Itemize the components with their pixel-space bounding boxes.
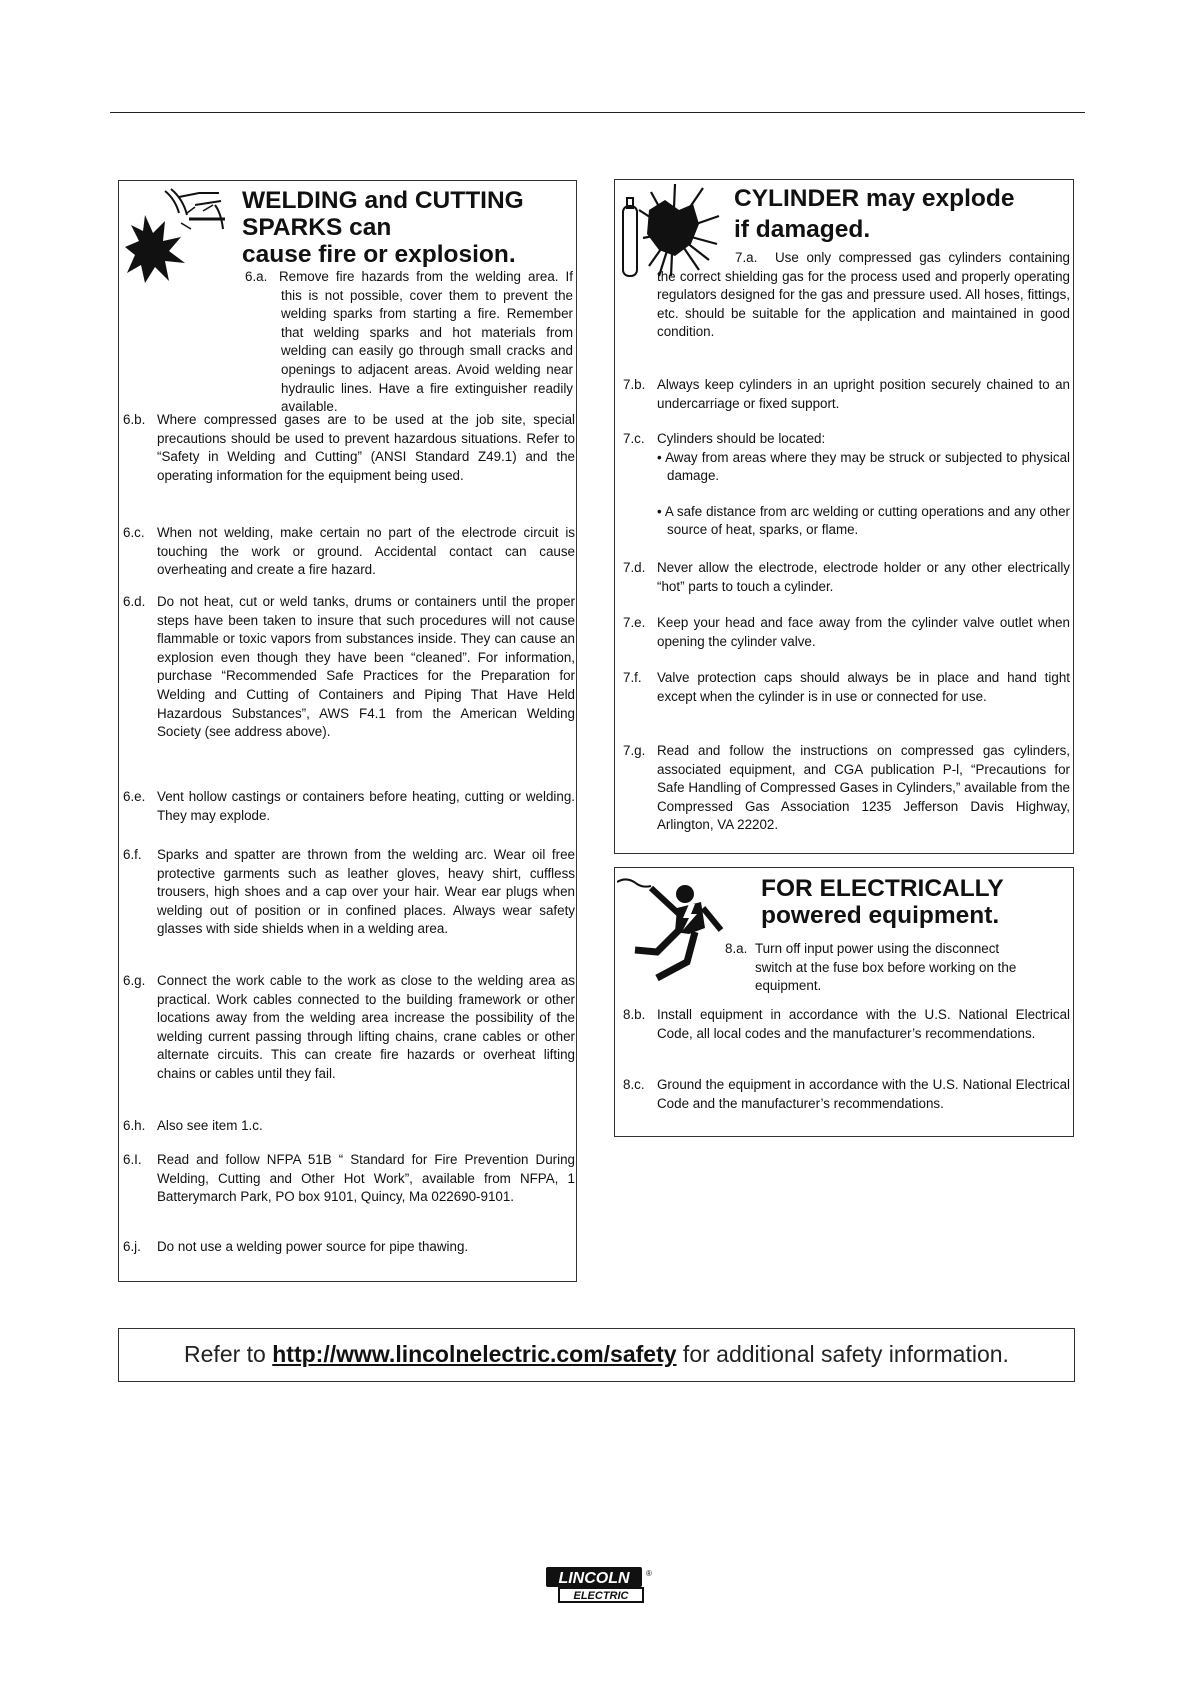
item-6g: 6.g. Connect the work cable to the work as close to the welding area as practical. Work cables connected to the building framework or other locations away from the welding area increase the possibility of the welding current passing through lifting chains, crane cables or other alternate circuits. This can create fire hazards or overheat lifting chains or cables until they fail. <box>123 973 575 1081</box>
item-6a: 6.a. Remove fire hazards from the welding area. If this is not possible, cover them to prevent the welding sparks from starting a fire. Remember that welding sparks and hot materials from welding can easily go through small cracks and openings to adjacent areas. Avoid welding near hydraulic lines. Have a fire extinguisher readily available. <box>245 269 573 415</box>
cylinder-panel <box>614 179 1074 854</box>
item-7c: 7.c. Cylinders should be located: • Away from areas where they may be struck or subjected to physical damage. • A safe distance from arc welding or cutting operations and any other source of heat, sparks, or flame. <box>623 430 1070 540</box>
item-6j: 6.j. Do not use a welding power source for pipe thawing. <box>123 1239 469 1254</box>
svg-text:®: ® <box>646 1569 652 1578</box>
top-rule <box>110 112 1085 113</box>
electrical-panel <box>614 867 1074 1137</box>
bullet-7c-1: • Away from areas where they may be struck or subjected to physical damage. <box>657 449 1070 484</box>
footer-prefix: Refer to <box>184 1341 273 1367</box>
item-7g: 7.g. Read and follow the instructions on compressed gas cylinders, associated equipment, and CGA publication P-l, “Precautions for Safe Handling of Compressed Gases in Cylinders,” available from the Compressed Gas Association 1235 Jefferson Davis Highway, Arlington, VA 22202. <box>623 743 1070 833</box>
item-6d: 6.d. Do not heat, cut or weld tanks, drums or containers until the proper steps have been taken to insure that such procedures will not cause flammable or toxic vapors from substances inside. They can cause an explosion even though they have been “cleaned”. For information, purchase “Recommended Safe Practices for the Preparation for Welding and Cutting of Containers and Piping That Have Held Hazardous Substances”, AWS F4.1 from the American Welding Society (see address above). <box>123 594 575 740</box>
item-6c: 6.c. When not welding, make certain no part of the electrode circuit is touching the work or ground. Accidental contact can cause overheating and create a fire hazard. <box>123 525 575 578</box>
footer-suffix: for additional safety information. <box>676 1341 1009 1367</box>
bullet-7c-2: • A safe distance from arc welding or cutting operations and any other source of heat, sparks, or flame. <box>657 503 1070 538</box>
safety-link[interactable]: http://www.lincolnelectric.com/safety <box>272 1341 677 1367</box>
lincoln-electric-logo <box>545 1566 655 1604</box>
svg-text:ELECTRIC: ELECTRIC <box>573 1590 629 1602</box>
item-7b: 7.b. Always keep cylinders in an upright position securely chained to an undercarriage or fixed support. <box>623 377 1070 411</box>
welding-sparks-panel <box>118 180 577 1282</box>
item-8c: 8.c. Ground the equipment in accordance with the U.S. National Electrical Code and the manufacturer’s recommendations. <box>623 1077 1070 1111</box>
item-7e: 7.e. Keep your head and face away from the cylinder valve outlet when opening the cylinder valve. <box>623 615 1070 649</box>
item-7a: 7.a. Use only compressed gas cylinders containing the correct shielding gas for the process used and properly operating regulators designed for the gas and pressure used. All hoses, fittings, etc. should be suitable for the application and maintained in good condition. <box>657 250 1070 340</box>
item-7d: 7.d. Never allow the electrode, electrode holder or any other electrically “hot” parts to touch a cylinder. <box>623 560 1070 594</box>
safety-info-footer <box>118 1328 1075 1382</box>
welding-heading: WELDING and CUTTING SPARKS can cause fire or explosion. <box>242 187 524 268</box>
item-8a: 8.a. Turn off input power using the disconnect switch at the fuse box before working on the equipment. <box>725 941 1017 994</box>
item-6f: 6.f. Sparks and spatter are thrown from the welding arc. Wear oil free protective garments such as leather gloves, heavy shirt, cuffless trousers, high shoes and a cap over your hair. Wear ear plugs when welding out of position or in confined places. Always wear safety glasses with side shields when in a welding area. <box>123 847 575 937</box>
item-7f: 7.f. Valve protection caps should always be in place and hand tight except when the cylinder is in use or connected for use. <box>623 670 1070 704</box>
item-6e: 6.e. Vent hollow castings or containers before heating, cutting or welding. They may explode. <box>123 789 575 823</box>
svg-text:LINCOLN: LINCOLN <box>558 1570 630 1587</box>
cylinder-heading: CYLINDER may explode if damaged. <box>734 185 1015 243</box>
electrical-heading: FOR ELECTRICALLY powered equipment. <box>761 875 1004 929</box>
item-6h: 6.h. Also see item 1.c. <box>123 1118 263 1133</box>
item-6i: 6.I. Read and follow NFPA 51B “ Standard for Fire Prevention During Welding, Cutting and Other Hot Work”, available from NFPA, 1 Batterymarch Park, PO box 9101, Quincy, Ma 022690-9101. <box>123 1152 575 1205</box>
electric-shock-icon <box>617 874 727 984</box>
item-8b: 8.b. Install equipment in accordance with the U.S. National Electrical Code, all local codes and the manufacturer’s recommendations. <box>623 1007 1070 1041</box>
item-6b: 6.b. Where compressed gases are to be used at the job site, special precautions should be used to prevent hazardous situations. Refer to “Safety in Welding and Cutting” (ANSI Standard Z49.1) and the operating information for the equipment being used. <box>123 412 575 483</box>
